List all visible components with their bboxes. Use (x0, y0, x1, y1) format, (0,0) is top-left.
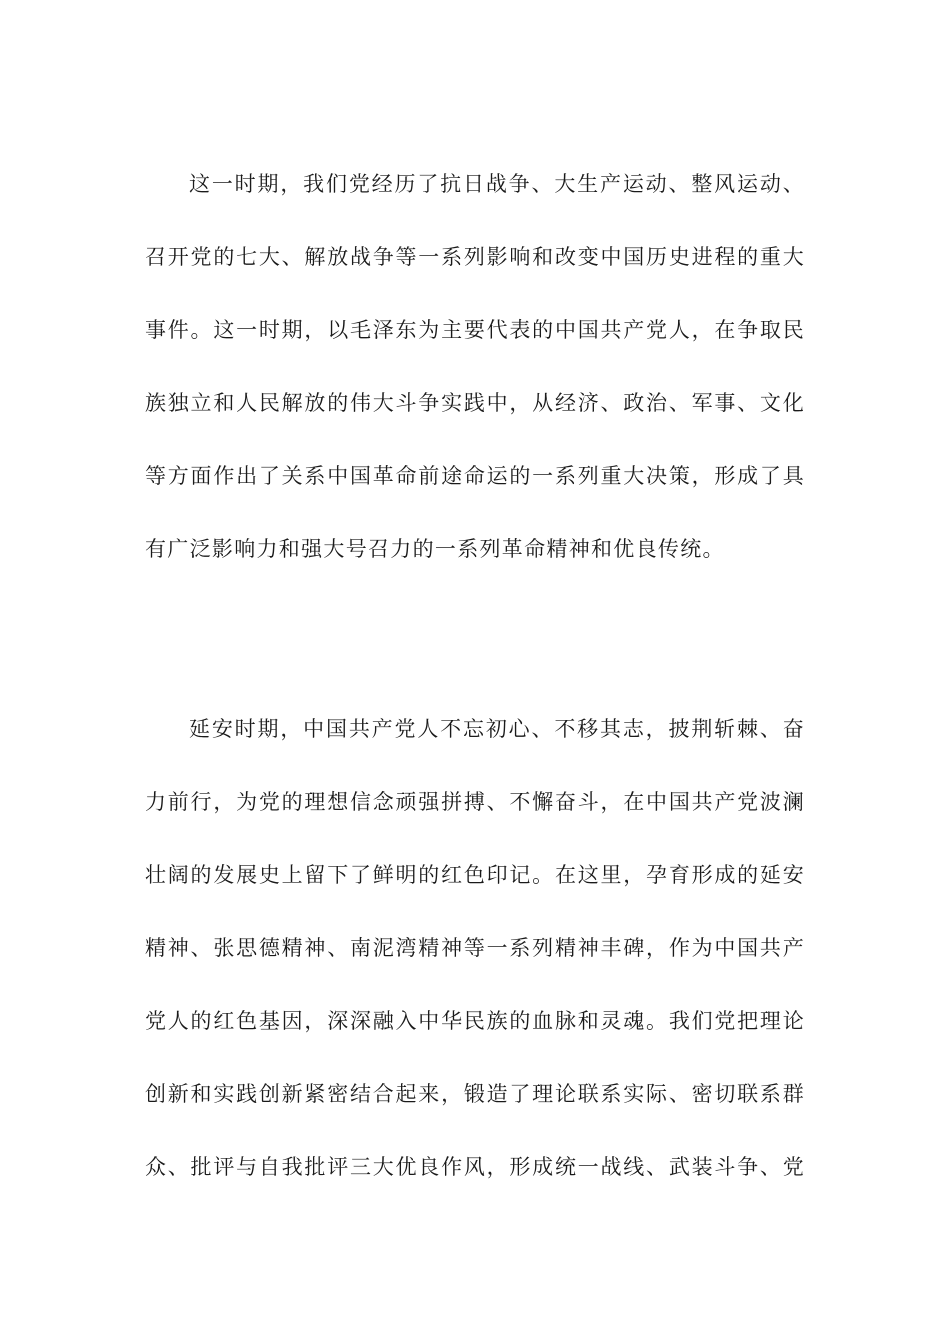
paragraph-line: 族独立和人民解放的伟大斗争实践中，从经济、政治、军事、文化 (145, 391, 805, 415)
paragraph-line: 众、批评与自我批评三大优良作风，形成统一战线、武装斗争、党 (145, 1155, 805, 1179)
paragraph-line: 有广泛影响力和强大号召力的一系列革命精神和优良传统。 (145, 537, 725, 561)
paragraph-line: 创新和实践创新紧密结合起来，锻造了理论联系实际、密切联系群 (145, 1082, 805, 1106)
paragraph-line: 召开党的七大、解放战争等一系列影响和改变中国历史进程的重大 (145, 245, 805, 269)
paragraph-line: 力前行，为党的理想信念顽强拼搏、不懈奋斗，在中国共产党波澜 (145, 790, 805, 814)
paragraph-line: 党人的红色基因，深深融入中华民族的血脉和灵魂。我们党把理论 (145, 1009, 805, 1033)
paragraph-line: 壮阔的发展史上留下了鲜明的红色印记。在这里，孕育形成的延安 (145, 863, 805, 887)
paragraph-line: 精神、张思德精神、南泥湾精神等一系列精神丰碑，作为中国共产 (145, 936, 805, 960)
paragraph-line: 事件。这一时期，以毛泽东为主要代表的中国共产党人，在争取民 (145, 318, 805, 342)
paragraph-line: 等方面作出了关系中国革命前途命运的一系列重大决策，形成了具 (145, 464, 805, 488)
paragraph-line: 这一时期，我们党经历了抗日战争、大生产运动、整风运动、 (189, 172, 805, 196)
paragraph-line: 延安时期，中国共产党人不忘初心、不移其志，披荆斩棘、奋 (189, 717, 805, 741)
